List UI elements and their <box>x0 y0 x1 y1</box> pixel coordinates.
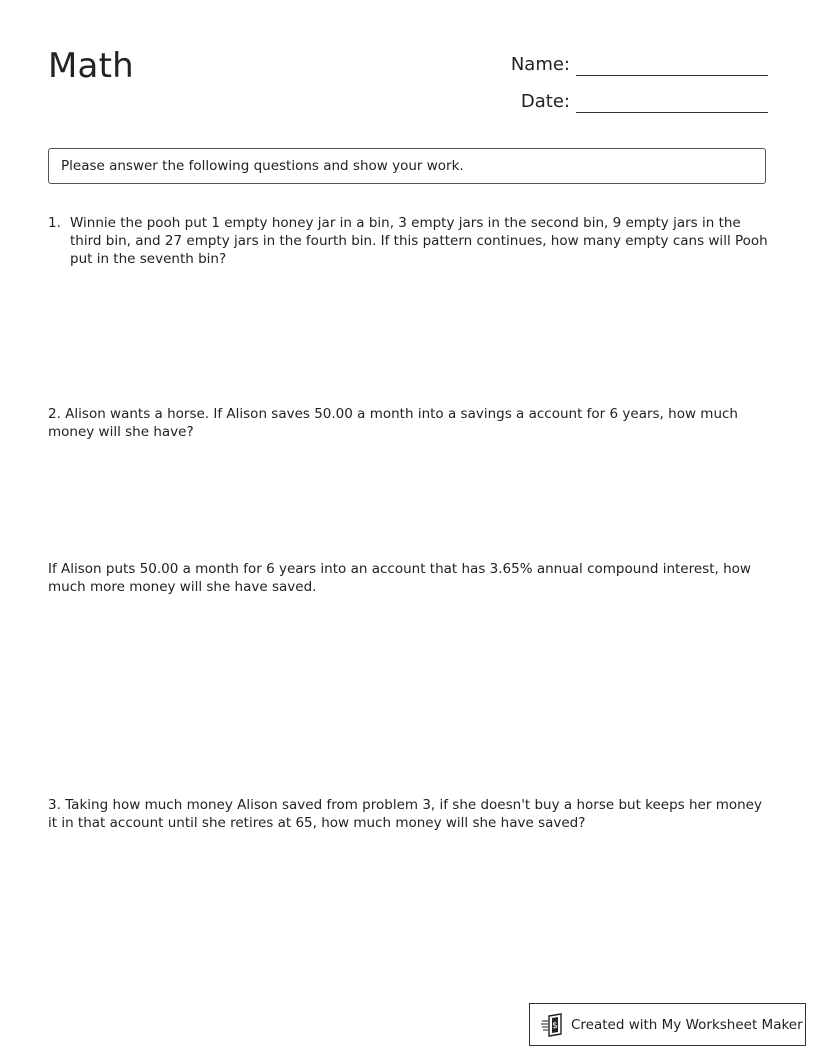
worksheet-maker-logo-icon <box>540 1012 566 1038</box>
date-blank-line[interactable] <box>576 90 768 113</box>
question-1-text: Winnie the pooh put 1 empty honey jar in a bin, 3 empty jars in the second bin, 9 empty jars in the third bin, and 27 empty jars in the fourth bin. If this pattern continues, how many empty cans will Pooh put in the seventh bin? <box>70 215 768 267</box>
svg-text:$: $ <box>552 1020 558 1031</box>
question-1 <box>48 214 768 268</box>
name-label: Name: <box>510 54 570 75</box>
question-3: 3. Taking how much money Alison saved from problem 3, if she doesn't buy a horse but keeps her money it in that account until she retires at 65, how much money will she have saved? <box>48 797 762 831</box>
worksheet-title: Math <box>48 46 134 86</box>
name-blank-line[interactable] <box>576 53 768 76</box>
date-field <box>521 90 768 113</box>
instructions-text: Please answer the following questions and show your work. <box>61 158 464 174</box>
name-field <box>511 53 768 76</box>
question-1-number: 1. <box>48 215 61 231</box>
date-label: Date: <box>520 91 570 112</box>
footer-credit-badge[interactable] <box>529 1003 806 1046</box>
question-2-followup: If Alison puts 50.00 a month for 6 years into an account that has 3.65% annual compound interest, how much more money will she have saved. <box>48 561 751 595</box>
question-2: 2. Alison wants a horse. If Alison saves 50.00 a month into a savings a account for 6 years, how much money will she have? <box>48 406 738 440</box>
instructions-box <box>48 148 766 184</box>
footer-credit-text: Created with My Worksheet Maker <box>571 1016 803 1033</box>
